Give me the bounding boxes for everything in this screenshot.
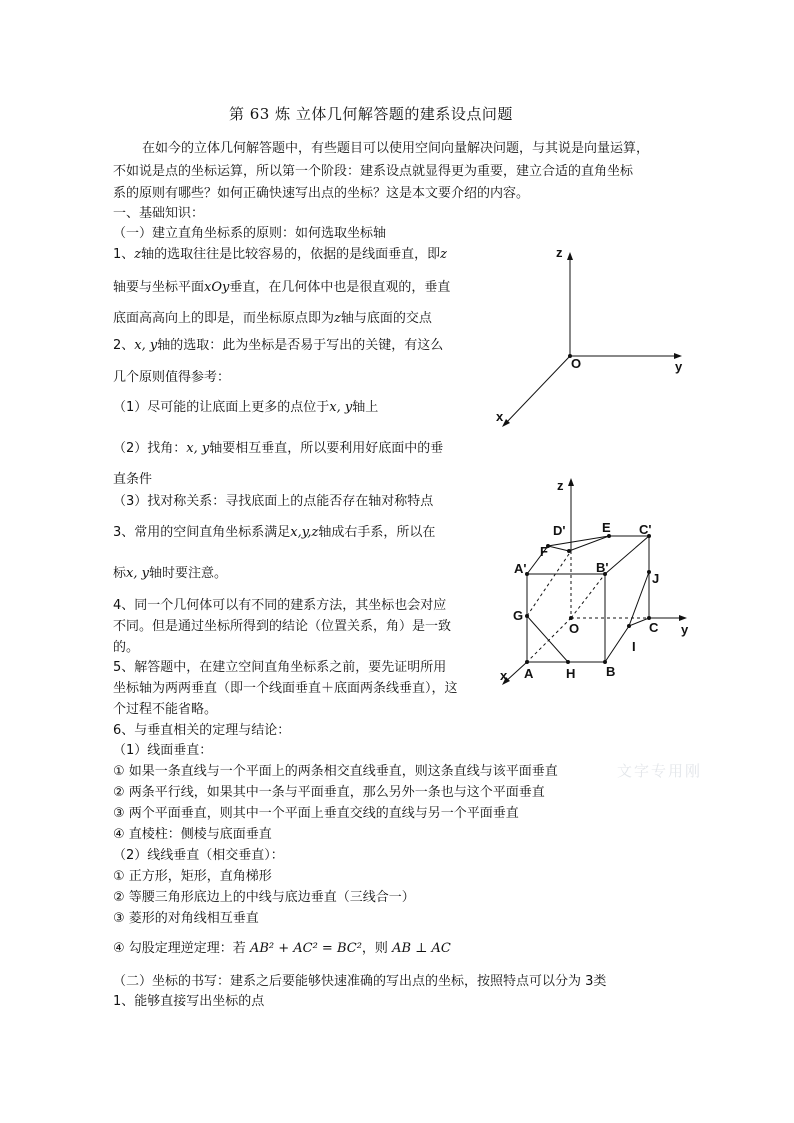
point-D1 [567,549,571,553]
point-5-line-3: 个过程不能省略。 [113,702,218,717]
z-arrow-icon [567,252,573,260]
var: z [334,311,341,326]
label-B: B [606,664,616,679]
point-4-line-3: 的。 [113,640,140,655]
text: 轴要与坐标平面 [113,280,205,295]
list-item: ② 两条平行线，如果其中一条与平面垂直，那么另外一条也与这个平面垂直 [113,785,545,800]
point-1-line-1 [113,247,447,263]
var: x,y,z [290,525,319,540]
text: 1、 [113,247,135,262]
y-arrow-icon [679,615,687,621]
label-A1: A' [514,561,527,576]
point-4-line-1: 4、同一个几何体可以有不同的建系方法，其坐标也会对应 [113,598,447,613]
point-1-line-3 [113,311,432,327]
subsection-heading-1: （一）建立直角坐标系的原则：如何选取坐标轴 [113,226,387,241]
var: xOy [204,280,230,295]
y-label: y [681,622,689,637]
label-H: H [566,666,576,681]
text: 轴时要注意。 [148,566,227,581]
origin-label: O [571,356,582,371]
text: 轴的选取往往是比较容易的，依据的是线面垂直，即 [141,247,441,262]
point-5-line-1: 5、解答题中，在建立空间直角坐标系之前，要先证明所用 [113,660,447,675]
point-7: 1、能够直接写出坐标的点 [113,994,265,1009]
list-item: ③ 两个平面垂直，则其中一个平面上垂直交线的直线与另一个平面垂直 [113,806,519,821]
hidden-edge [571,574,605,618]
point-H [566,660,570,664]
point-3-line-2 [113,566,227,582]
point-I [627,624,631,628]
formula: AB ⊥ AC [392,941,451,956]
text: 轴上 [352,400,379,415]
point-2-1 [113,400,378,416]
var: x, y [126,566,149,581]
y-label: y [675,359,683,374]
label-B1: B' [596,560,609,575]
label-A: A [524,666,534,681]
list-item: ① 正方形，矩形，直角梯形 [113,869,272,884]
point-G [525,614,529,618]
var: x, y [186,441,210,456]
edge-B-I [605,626,629,662]
hidden-edge [527,618,571,662]
text: 轴与底面的交点 [340,311,432,326]
text: （2）找角： [113,441,187,456]
watermark: 文字专用刚 [617,762,703,780]
label-D1: D' [553,523,566,538]
var: z [134,247,142,262]
point-6-heading: 6、与垂直相关的定理与结论： [113,723,291,738]
list-item: ① 如果一条直线与一个平面上的两条相交直线垂直，则这条直线与该平面垂直 [113,764,558,779]
var: x, y [329,400,353,415]
axes-figure [490,240,700,440]
point-2-line-1 [113,338,443,354]
point-2-2 [113,441,443,457]
formula: AB² + AC² = BC² [249,941,362,956]
text: ，则 [361,941,388,956]
list-item [113,941,451,957]
z-label: z [557,478,564,493]
hidden-edge [527,551,571,616]
text: 垂直，在几何体中也是很直观的，垂直 [229,280,451,295]
section-heading-1: 一、基础知识： [113,206,205,221]
list-item: ④ 直棱柱：侧棱与底面垂直 [113,827,272,842]
intro-line-1: 在如今的立体几何解答题中，有些题目可以使用空间向量解决问题，与其说是向量运算， [142,141,650,156]
point-3-line-1 [113,525,435,541]
label-O: O [569,621,580,636]
text: 轴要相互垂直，所以要利用好底面中的垂 [209,441,444,456]
label-G: G [513,608,524,623]
point-A [525,660,529,664]
text: 2、 [113,338,135,353]
subsection-heading-2: （二）坐标的书写：建系之后要能够快速准确的写出点的坐标，按照特点可以分为 3类 [113,974,607,989]
text: ④ 勾股定理逆定理：若 [113,941,246,956]
text: 3、常用的空间直角坐标系满足 [113,525,291,540]
x-label: x [500,668,508,683]
point-1-line-2 [113,280,450,296]
point-2-line-2: 几个原则值得参考： [113,370,231,385]
text: 轴成右手系，所以在 [318,525,436,540]
label-E: E [602,520,611,535]
text: 底面高高向上的即是，而坐标原点即为 [113,311,335,326]
text: 轴的选取：此为坐标是否易于写出的关键，有这么 [157,338,444,353]
list-item: ③ 菱形的对角线相互垂直 [113,911,259,926]
point-O [569,616,573,620]
top-back-edges [569,536,649,572]
z-arrow-icon [568,478,574,486]
intro-line-3: 系的原则有哪些？如何正确快速写出点的坐标？这是本文要介绍的内容。 [113,186,530,201]
label-C: C [649,620,659,635]
label-F: F [540,544,548,559]
label-J: J [652,571,660,586]
point-4-line-2: 不同。但是通过坐标所得到的结论（位置关系，角）是一致 [113,619,452,634]
cube-figure [495,470,705,690]
z-label: z [556,245,563,260]
text: 标 [113,566,127,581]
point-2-3: （3）找对称关系：寻找底面上的点能否存在轴对称特点 [113,494,434,509]
point-2-2-line-2: 直条件 [113,472,153,487]
edge-F-D [548,546,569,551]
intro-line-2: 不如说是点的坐标运算，所以第一个阶段：建系设点就显得更为重要，建立合适的直角坐标 [113,164,634,179]
point-6-2-heading: （2）线线垂直（相交垂直）： [113,848,284,863]
x-axis [505,356,570,424]
point-5-line-2: 坐标轴为两两垂直（即一个线面垂直＋底面两条线垂直），这 [113,681,458,696]
label-C1: C' [639,522,652,537]
x-label: x [496,409,504,424]
point-6-1-heading: （1）线面垂直： [113,743,213,758]
var: x, y [134,338,158,353]
label-I: I [632,639,636,654]
page-title: 第 63 炼 立体几何解答题的建系设点问题 [229,105,513,123]
var: z [440,247,448,262]
list-item: ② 等腰三角形底边上的中线与底边垂直（三线合一） [113,890,415,905]
point-J [647,570,651,574]
text: （1）尽可能的让底面上更多的点位于 [113,400,330,415]
